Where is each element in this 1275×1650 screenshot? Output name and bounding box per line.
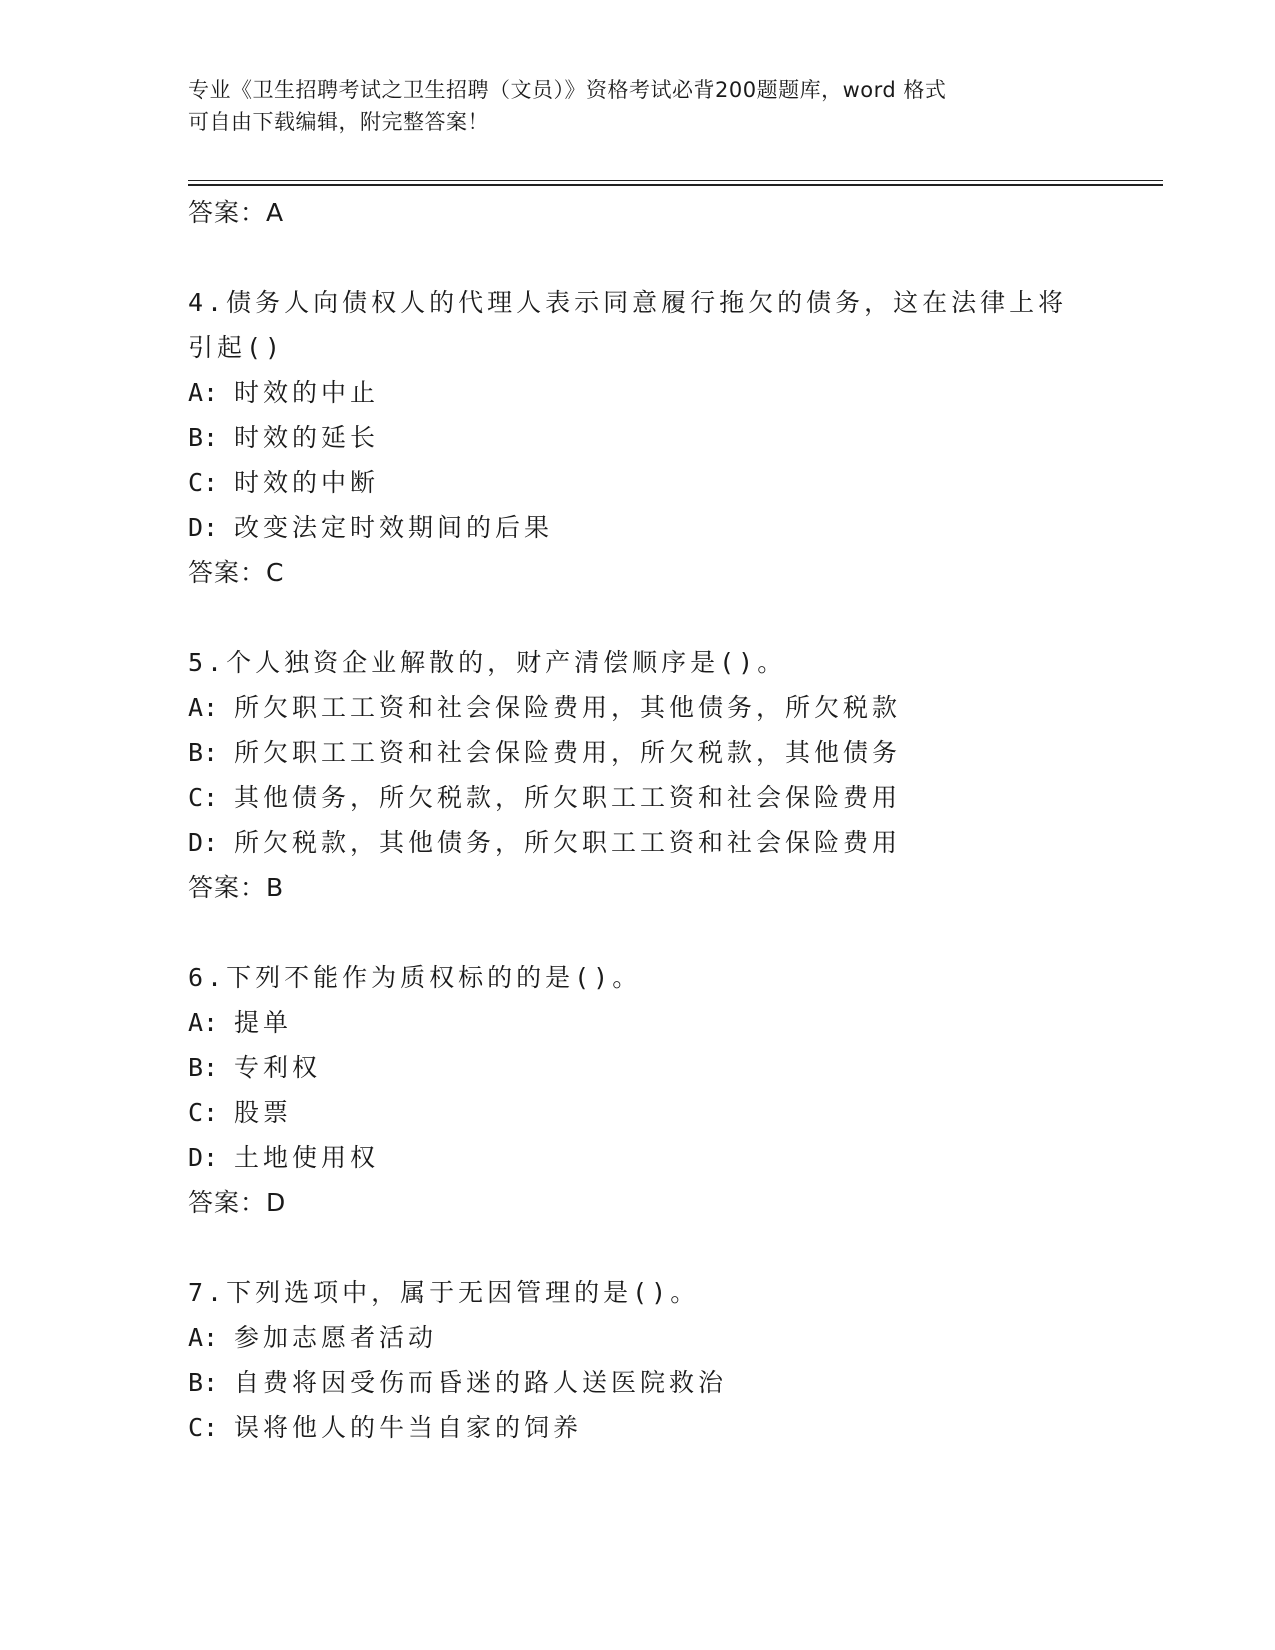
option-a bbox=[188, 1315, 1088, 1360]
header-divider-thin bbox=[188, 180, 1163, 181]
option-b bbox=[188, 1360, 1088, 1405]
option-text: 提单 bbox=[234, 1008, 293, 1037]
option-text: 其他债务，所欠税款，所欠职工工资和社会保险费用 bbox=[234, 783, 902, 812]
question-block bbox=[188, 955, 1088, 1226]
option-key: A: bbox=[188, 1323, 219, 1352]
option-d bbox=[188, 820, 1088, 865]
option-text: 参加志愿者活动 bbox=[234, 1323, 438, 1352]
option-text: 股票 bbox=[234, 1098, 293, 1127]
option-key: D: bbox=[188, 513, 219, 542]
option-text: 时效的延长 bbox=[234, 423, 380, 452]
option-key: C: bbox=[188, 1413, 219, 1442]
question-block bbox=[188, 1270, 1088, 1450]
option-key: B: bbox=[188, 738, 219, 767]
option-c bbox=[188, 460, 1088, 505]
option-key: D: bbox=[188, 1143, 219, 1172]
option-key: A: bbox=[188, 1008, 219, 1037]
option-a bbox=[188, 685, 1088, 730]
answer-line: 答案：B bbox=[188, 873, 285, 902]
option-key: C: bbox=[188, 783, 219, 812]
question-text: 5.个人独资企业解散的，财产清偿顺序是()。 bbox=[188, 648, 787, 677]
header-title-line-1: 专业《卫生招聘考试之卫生招聘（文员）》资格考试必背200题题库，word 格式 bbox=[188, 78, 947, 102]
option-text: 专利权 bbox=[234, 1053, 322, 1082]
question-text: 7.下列选项中，属于无因管理的是()。 bbox=[188, 1278, 700, 1307]
question-text: 6.下列不能作为质权标的的是()。 bbox=[188, 963, 642, 992]
option-c bbox=[188, 775, 1088, 820]
option-d bbox=[188, 505, 1088, 550]
option-text: 误将他人的牛当自家的饲养 bbox=[234, 1413, 583, 1442]
answer-line: 答案：C bbox=[188, 558, 285, 587]
question-block bbox=[188, 640, 1088, 911]
question-block bbox=[188, 280, 1088, 596]
option-text: 所欠职工工资和社会保险费用，所欠税款，其他债务 bbox=[234, 738, 902, 767]
option-text: 土地使用权 bbox=[234, 1143, 380, 1172]
option-key: C: bbox=[188, 468, 219, 497]
option-text: 所欠职工工资和社会保险费用，其他债务，所欠税款 bbox=[234, 693, 902, 722]
option-b bbox=[188, 415, 1088, 460]
option-key: A: bbox=[188, 693, 219, 722]
answer-line: 答案：A bbox=[188, 198, 285, 227]
option-a bbox=[188, 1000, 1088, 1045]
option-d bbox=[188, 1135, 1088, 1180]
option-text: 所欠税款，其他债务，所欠职工工资和社会保险费用 bbox=[234, 828, 902, 857]
option-key: B: bbox=[188, 1053, 219, 1082]
option-text: 时效的中止 bbox=[234, 378, 380, 407]
answer-line: 答案：D bbox=[188, 1188, 287, 1217]
option-key: B: bbox=[188, 423, 219, 452]
option-c bbox=[188, 1405, 1088, 1450]
option-key: A: bbox=[188, 378, 219, 407]
option-b bbox=[188, 730, 1088, 775]
option-text: 时效的中断 bbox=[234, 468, 380, 497]
header-divider-thick bbox=[188, 184, 1163, 186]
question-text: 4.债务人向债权人的代理人表示同意履行拖欠的债务，这在法律上将 bbox=[188, 288, 1068, 317]
option-key: C: bbox=[188, 1098, 219, 1127]
option-text: 改变法定时效期间的后果 bbox=[234, 513, 554, 542]
option-key: B: bbox=[188, 1368, 219, 1397]
option-b bbox=[188, 1045, 1088, 1090]
option-c bbox=[188, 1090, 1088, 1135]
document-header bbox=[188, 74, 1088, 138]
header-title-line-2: 可自由下载编辑，附完整答案！ bbox=[188, 110, 489, 134]
question-text-continued: 引起() bbox=[188, 333, 285, 362]
option-text: 自费将因受伤而昏迷的路人送医院救治 bbox=[234, 1368, 728, 1397]
question-list bbox=[188, 190, 1088, 1450]
option-key: D: bbox=[188, 828, 219, 857]
option-a bbox=[188, 370, 1088, 415]
